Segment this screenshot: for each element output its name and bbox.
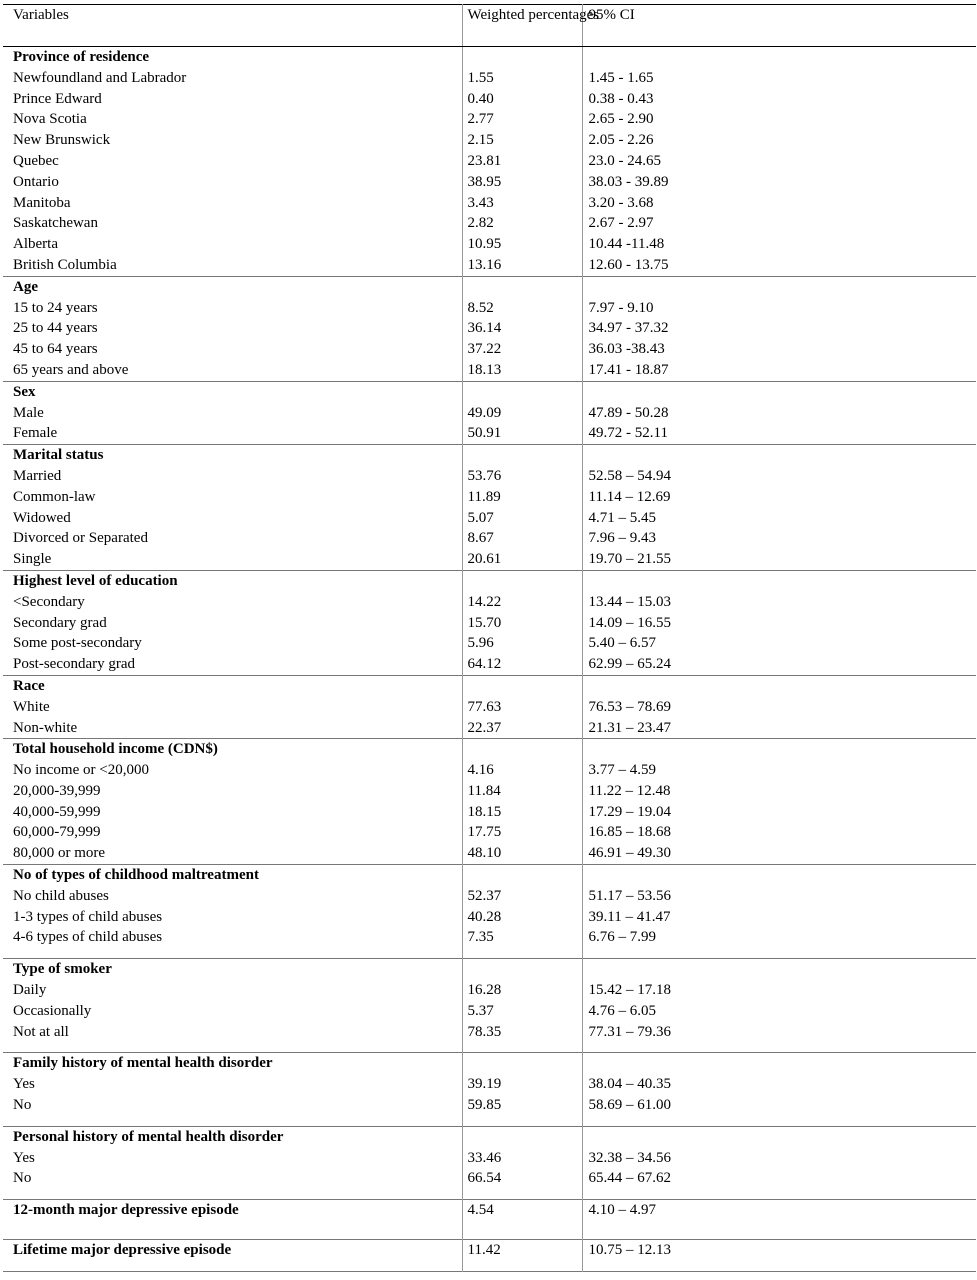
row-weighted-percentage: 37.22 <box>462 339 582 360</box>
row-ci: 11.14 – 12.69 <box>588 488 671 505</box>
group-value <box>462 675 582 696</box>
table-row <box>3 130 976 151</box>
row-ci: 49.72 - 52.11 <box>588 425 668 442</box>
spacer-row <box>3 1189 976 1200</box>
table-row <box>3 339 976 360</box>
row-label: No <box>3 1168 462 1189</box>
group-title: Marital status <box>3 445 462 466</box>
group-header-row <box>3 1240 976 1261</box>
spacer-row <box>3 948 976 959</box>
spacer-cell <box>462 1042 582 1053</box>
row-weighted-percentage: 2.15 <box>462 130 582 151</box>
table-row <box>3 781 976 802</box>
row-weighted-percentage: 4.16 <box>462 760 582 781</box>
group-header-row <box>3 276 976 297</box>
row-ci: 62.99 – 65.24 <box>588 656 671 673</box>
row-label: Ontario <box>3 172 462 193</box>
group-value: 11.42 <box>462 1240 582 1261</box>
spacer-cell <box>582 1042 976 1053</box>
spacer-cell <box>462 1116 582 1127</box>
row-weighted-percentage: 1.55 <box>462 68 582 89</box>
row-ci: 16.85 – 18.68 <box>588 824 671 841</box>
variable-group <box>3 959 976 1053</box>
group-ci: 10.75 – 12.13 <box>588 1242 671 1259</box>
spacer-row <box>3 1042 976 1053</box>
row-ci: 47.89 - 50.28 <box>588 404 669 421</box>
table-row <box>3 907 976 928</box>
variable-group <box>3 739 976 865</box>
row-weighted-percentage: 2.82 <box>462 213 582 234</box>
row-ci: 2.67 - 2.97 <box>588 215 654 232</box>
variable-group <box>3 276 976 381</box>
group-header-row <box>3 739 976 760</box>
group-title: Total household income (CDN$) <box>3 739 462 760</box>
row-ci: 2.65 - 2.90 <box>588 111 654 128</box>
group-title: Lifetime major depressive episode <box>3 1240 462 1261</box>
table-row <box>3 760 976 781</box>
row-label: No income or <20,000 <box>3 760 462 781</box>
table-row <box>3 843 976 864</box>
row-ci: 23.0 - 24.65 <box>588 152 661 169</box>
group-title: No of types of childhood maltreatment <box>3 865 462 886</box>
row-ci: 7.96 – 9.43 <box>588 530 656 547</box>
table-row <box>3 822 976 843</box>
row-label: Married <box>3 466 462 487</box>
spacer-cell <box>3 948 462 959</box>
header-weighted-percentages: Weighted percentages <box>462 5 582 47</box>
row-weighted-percentage: 53.76 <box>462 466 582 487</box>
group-ci <box>582 675 976 696</box>
row-weighted-percentage: 59.85 <box>462 1095 582 1116</box>
table-row <box>3 1022 976 1043</box>
table-row <box>3 654 976 675</box>
row-ci: 10.44 -11.48 <box>588 236 665 253</box>
group-title: Race <box>3 675 462 696</box>
row-label: No child abuses <box>3 886 462 907</box>
data-table <box>3 4 976 1272</box>
row-ci: 38.03 - 39.89 <box>588 173 669 190</box>
row-weighted-percentage: 8.67 <box>462 528 582 549</box>
row-label: Secondary grad <box>3 613 462 634</box>
header-variables: Variables <box>3 5 462 47</box>
table-row <box>3 549 976 570</box>
row-weighted-percentage: 15.70 <box>462 613 582 634</box>
row-label: Quebec <box>3 151 462 172</box>
group-ci <box>582 47 976 68</box>
group-header-row <box>3 1126 976 1147</box>
row-weighted-percentage: 13.16 <box>462 255 582 276</box>
group-title: Sex <box>3 381 462 402</box>
row-label: 60,000-79,999 <box>3 822 462 843</box>
table-row <box>3 487 976 508</box>
row-ci: 6.76 – 7.99 <box>588 929 656 946</box>
row-ci: 1.45 - 1.65 <box>588 69 654 86</box>
variable-group <box>3 675 976 738</box>
row-weighted-percentage: 10.95 <box>462 234 582 255</box>
row-ci: 14.09 – 16.55 <box>588 614 671 631</box>
row-weighted-percentage: 49.09 <box>462 403 582 424</box>
table-row <box>3 1148 976 1169</box>
row-weighted-percentage: 14.22 <box>462 592 582 613</box>
table-row <box>3 613 976 634</box>
row-ci: 46.91 – 49.30 <box>588 845 671 862</box>
table-row <box>3 151 976 172</box>
spacer-row <box>3 1116 976 1127</box>
row-label: Non-white <box>3 718 462 739</box>
table-row <box>3 89 976 110</box>
row-ci: 21.31 – 23.47 <box>588 719 671 736</box>
group-ci <box>582 445 976 466</box>
row-label: 45 to 64 years <box>3 339 462 360</box>
variable-group <box>3 445 976 571</box>
group-header-row <box>3 1200 976 1221</box>
group-value <box>462 570 582 591</box>
group-title: Family history of mental health disorder <box>3 1053 462 1074</box>
row-label: Alberta <box>3 234 462 255</box>
variable-group <box>3 1053 976 1126</box>
row-weighted-percentage: 16.28 <box>462 980 582 1001</box>
table-row <box>3 592 976 613</box>
variable-group <box>3 1200 976 1240</box>
row-weighted-percentage: 20.61 <box>462 549 582 570</box>
row-ci: 17.29 – 19.04 <box>588 803 671 820</box>
spacer-row <box>3 1221 976 1240</box>
table-row <box>3 1074 976 1095</box>
group-ci <box>582 739 976 760</box>
group-ci <box>582 1053 976 1074</box>
row-ci: 39.11 – 41.47 <box>588 908 671 925</box>
row-weighted-percentage: 40.28 <box>462 907 582 928</box>
row-weighted-percentage: 18.15 <box>462 802 582 823</box>
row-weighted-percentage: 22.37 <box>462 718 582 739</box>
row-ci: 11.22 – 12.48 <box>588 782 671 799</box>
group-header-row <box>3 445 976 466</box>
row-label: Manitoba <box>3 193 462 214</box>
spacer-cell <box>3 1189 462 1200</box>
table-row <box>3 360 976 381</box>
header-95-ci: 95% CI <box>582 5 976 47</box>
group-ci <box>582 959 976 980</box>
row-ci: 17.41 - 18.87 <box>588 361 669 378</box>
table-row <box>3 886 976 907</box>
group-header-row <box>3 1053 976 1074</box>
row-weighted-percentage: 18.13 <box>462 360 582 381</box>
row-weighted-percentage: 48.10 <box>462 843 582 864</box>
row-label: Yes <box>3 1148 462 1169</box>
group-value <box>462 276 582 297</box>
row-ci: 5.40 – 6.57 <box>588 635 656 652</box>
spacer-row <box>3 1261 976 1272</box>
row-ci: 77.31 – 79.36 <box>588 1023 671 1040</box>
row-ci: 34.97 - 37.32 <box>588 320 669 337</box>
group-ci <box>582 865 976 886</box>
group-ci <box>582 276 976 297</box>
row-weighted-percentage: 3.43 <box>462 193 582 214</box>
table-row <box>3 213 976 234</box>
group-header-row <box>3 959 976 980</box>
variable-group <box>3 865 976 959</box>
variable-group <box>3 381 976 444</box>
table-row <box>3 403 976 424</box>
table-row <box>3 466 976 487</box>
group-title: Highest level of education <box>3 570 462 591</box>
row-ci: 4.76 – 6.05 <box>588 1002 656 1019</box>
row-label: White <box>3 697 462 718</box>
row-label: 4-6 types of child abuses <box>3 927 462 948</box>
row-label: 65 years and above <box>3 360 462 381</box>
row-weighted-percentage: 66.54 <box>462 1168 582 1189</box>
row-ci: 3.77 – 4.59 <box>588 762 656 779</box>
variable-group <box>3 1126 976 1199</box>
group-value <box>462 739 582 760</box>
row-weighted-percentage: 5.37 <box>462 1001 582 1022</box>
row-weighted-percentage: 36.14 <box>462 318 582 339</box>
row-weighted-percentage: 64.12 <box>462 654 582 675</box>
table-row <box>3 718 976 739</box>
row-weighted-percentage: 2.77 <box>462 109 582 130</box>
group-value <box>462 1053 582 1074</box>
group-header-row <box>3 675 976 696</box>
table-header <box>3 5 976 47</box>
row-weighted-percentage: 38.95 <box>462 172 582 193</box>
spacer-cell <box>582 1261 976 1272</box>
row-weighted-percentage: 39.19 <box>462 1074 582 1095</box>
group-value <box>462 381 582 402</box>
spacer-cell <box>582 1189 976 1200</box>
row-weighted-percentage: 52.37 <box>462 886 582 907</box>
group-value <box>462 47 582 68</box>
table-row <box>3 1095 976 1116</box>
table-row <box>3 980 976 1001</box>
spacer-cell <box>462 1189 582 1200</box>
table-row <box>3 423 976 444</box>
spacer-cell <box>3 1221 462 1240</box>
row-label: Occasionally <box>3 1001 462 1022</box>
variable-group <box>3 47 976 277</box>
row-ci: 52.58 – 54.94 <box>588 467 671 484</box>
row-weighted-percentage: 50.91 <box>462 423 582 444</box>
row-label: 80,000 or more <box>3 843 462 864</box>
row-label: Male <box>3 403 462 424</box>
row-ci: 65.44 – 67.62 <box>588 1170 671 1187</box>
table-row <box>3 255 976 276</box>
row-ci: 0.38 - 0.43 <box>588 90 654 107</box>
row-label: Not at all <box>3 1022 462 1043</box>
group-value <box>462 865 582 886</box>
group-ci <box>582 381 976 402</box>
group-title: 12-month major depressive episode <box>3 1200 462 1221</box>
row-label: Nova Scotia <box>3 109 462 130</box>
group-ci <box>582 1126 976 1147</box>
spacer-cell <box>582 1221 976 1240</box>
row-label: Saskatchewan <box>3 213 462 234</box>
table-row <box>3 298 976 319</box>
row-label: British Columbia <box>3 255 462 276</box>
row-ci: 4.71 – 5.45 <box>588 509 656 526</box>
row-weighted-percentage: 8.52 <box>462 298 582 319</box>
group-ci <box>582 570 976 591</box>
variable-group <box>3 1240 976 1272</box>
group-title: Personal history of mental health disorder <box>3 1126 462 1147</box>
spacer-cell <box>3 1261 462 1272</box>
group-ci: 4.10 – 4.97 <box>588 1202 656 1219</box>
spacer-cell <box>3 1042 462 1053</box>
group-value <box>462 1126 582 1147</box>
row-ci: 13.44 – 15.03 <box>588 593 671 610</box>
table-row <box>3 318 976 339</box>
row-label: No <box>3 1095 462 1116</box>
group-title: Age <box>3 276 462 297</box>
group-header-row <box>3 865 976 886</box>
table-row <box>3 193 976 214</box>
spacer-cell <box>462 1261 582 1272</box>
row-ci: 12.60 - 13.75 <box>588 256 669 273</box>
row-label: New Brunswick <box>3 130 462 151</box>
table-row <box>3 508 976 529</box>
row-label: Female <box>3 423 462 444</box>
group-header-row <box>3 47 976 68</box>
row-label: 25 to 44 years <box>3 318 462 339</box>
group-title: Type of smoker <box>3 959 462 980</box>
row-label: Newfoundland and Labrador <box>3 68 462 89</box>
table-row <box>3 802 976 823</box>
row-label: 15 to 24 years <box>3 298 462 319</box>
row-label: Daily <box>3 980 462 1001</box>
row-label: Common-law <box>3 487 462 508</box>
group-value <box>462 959 582 980</box>
row-ci: 51.17 – 53.56 <box>588 887 671 904</box>
row-label: Single <box>3 549 462 570</box>
row-label: 20,000-39,999 <box>3 781 462 802</box>
table-row <box>3 697 976 718</box>
row-label: 1-3 types of child abuses <box>3 907 462 928</box>
row-ci: 38.04 – 40.35 <box>588 1076 671 1093</box>
table-row <box>3 109 976 130</box>
row-weighted-percentage: 7.35 <box>462 927 582 948</box>
row-weighted-percentage: 17.75 <box>462 822 582 843</box>
group-value: 4.54 <box>462 1200 582 1221</box>
row-ci: 2.05 - 2.26 <box>588 132 654 149</box>
row-label: Divorced or Separated <box>3 528 462 549</box>
row-weighted-percentage: 5.96 <box>462 633 582 654</box>
spacer-cell <box>3 1116 462 1127</box>
table-row <box>3 633 976 654</box>
row-label: 40,000-59,999 <box>3 802 462 823</box>
row-ci: 58.69 – 61.00 <box>588 1097 671 1114</box>
table-row <box>3 234 976 255</box>
group-header-row <box>3 381 976 402</box>
table-row <box>3 68 976 89</box>
row-weighted-percentage: 33.46 <box>462 1148 582 1169</box>
row-label: Widowed <box>3 508 462 529</box>
table-row <box>3 1001 976 1022</box>
row-weighted-percentage: 11.84 <box>462 781 582 802</box>
row-weighted-percentage: 77.63 <box>462 697 582 718</box>
table-row <box>3 528 976 549</box>
row-ci: 32.38 – 34.56 <box>588 1149 671 1166</box>
row-weighted-percentage: 78.35 <box>462 1022 582 1043</box>
row-ci: 19.70 – 21.55 <box>588 551 671 568</box>
row-weighted-percentage: 23.81 <box>462 151 582 172</box>
row-label: Some post-secondary <box>3 633 462 654</box>
group-value <box>462 445 582 466</box>
row-ci: 76.53 – 78.69 <box>588 698 671 715</box>
group-title: Province of residence <box>3 47 462 68</box>
variable-group <box>3 570 976 675</box>
row-weighted-percentage: 5.07 <box>462 508 582 529</box>
spacer-cell <box>582 1116 976 1127</box>
table-row <box>3 1168 976 1189</box>
spacer-cell <box>582 948 976 959</box>
row-label: Post-secondary grad <box>3 654 462 675</box>
row-ci: 15.42 – 17.18 <box>588 982 671 999</box>
table-row <box>3 927 976 948</box>
row-label: <Secondary <box>3 592 462 613</box>
row-label: Prince Edward <box>3 89 462 110</box>
group-header-row <box>3 570 976 591</box>
row-ci: 3.20 - 3.68 <box>588 194 654 211</box>
spacer-cell <box>462 1221 582 1240</box>
row-weighted-percentage: 0.40 <box>462 89 582 110</box>
row-weighted-percentage: 11.89 <box>462 487 582 508</box>
spacer-cell <box>462 948 582 959</box>
row-ci: 7.97 - 9.10 <box>588 299 654 316</box>
row-ci: 36.03 -38.43 <box>588 341 665 358</box>
table-row <box>3 172 976 193</box>
row-label: Yes <box>3 1074 462 1095</box>
